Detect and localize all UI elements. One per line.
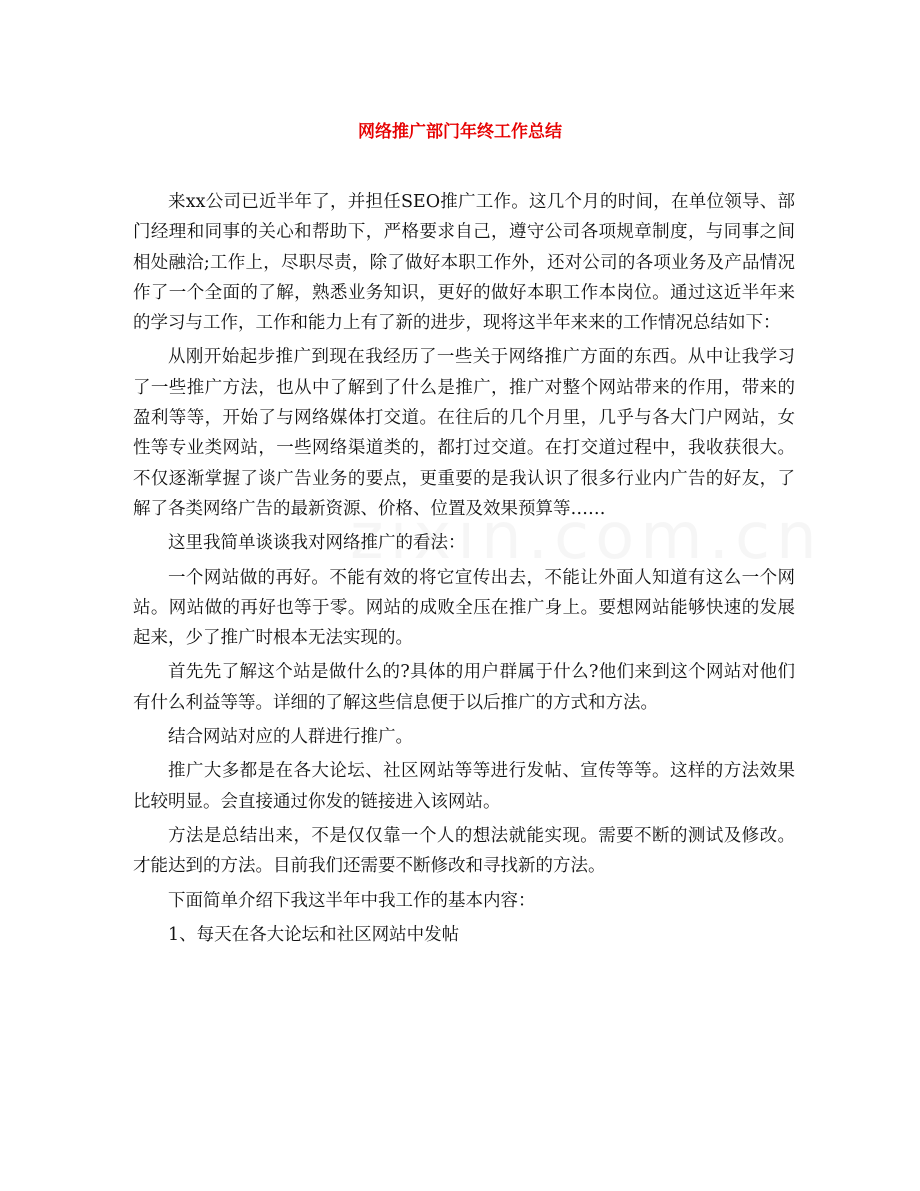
document-body	[133, 187, 795, 954]
paragraph-forum-posting: 推广大多都是在各大论坛、社区网站等等进行发帖、宣传等等。这样的方法效果比较明显。会直接通过你发的链接进入该网站。	[133, 761, 795, 812]
document-title: 网络推广部门年终工作总结	[358, 122, 562, 142]
paragraph-experience: 从刚开始起步推广到现在我经历了一些关于网络推广方面的东西。从中让我学习了一些推广方法，也从中了解到了什么是推广，推广对整个网站带来的作用，带来的盈利等等，开始了与网络媒体打交道。在往后的几个月里，几乎与各大门户网站，女性等专业类网站，一些网络渠道类的，都打过交道。在打交道过程中，我收获很大。不仅逐渐掌握了谈广告业务的要点，更重要的是我认识了很多行业内广告的好友，了解了各类网络广告的最新资源、价格、位置及效果预算等……	[133, 347, 795, 519]
paragraph-opinion-heading: 这里我简单谈谈我对网络推广的看法：	[168, 533, 466, 554]
paragraph-understand-site: 首先先了解这个站是做什么的?具体的用户群属于什么?他们来到这个网站对他们有什么利益等等。详细的了解这些信息便于以后推广的方式和方法。	[133, 662, 795, 713]
paragraph-methods: 方法是总结出来，不是仅仅靠一个人的想法就能实现。需要不断的测试及修改。才能达到的方法。目前我们还需要不断修改和寻找新的方法。	[133, 825, 795, 877]
paragraph-target-audience: 结合网站对应的人群进行推广。	[168, 727, 413, 748]
paragraph-item-1: 1、每天在各大论坛和社区网站中发帖	[168, 924, 460, 945]
paragraph-importance: 一个网站做的再好。不能有效的将它宣传出去，不能让外面人知道有这么一个网站。网站做的再好也等于零。网站的成败全压在推广身上。要想网站能够快速的发展起来，少了推广时根本无法实现的。	[133, 567, 795, 649]
paragraph-intro: 来xx公司已近半年了，并担任SEO推广工作。这几个月的时间，在单位领导、部门经理和同事的关心和帮助下，严格要求自己，遵守公司各项规章制度，与同事之间相处融洽;工作上，尽职尽责，除了做好本职工作外，还对公司的各项业务及产品情况作了一个全面的了解，熟悉业务知识，更好的做好本职工作本岗位。通过这近半年来的学习与工作，工作和能力上有了新的进步，现将这半年来来的工作情况总结如下：	[133, 192, 795, 334]
paragraph-work-content-heading: 下面简单介绍下我这半年中我工作的基本内容：	[168, 890, 536, 911]
